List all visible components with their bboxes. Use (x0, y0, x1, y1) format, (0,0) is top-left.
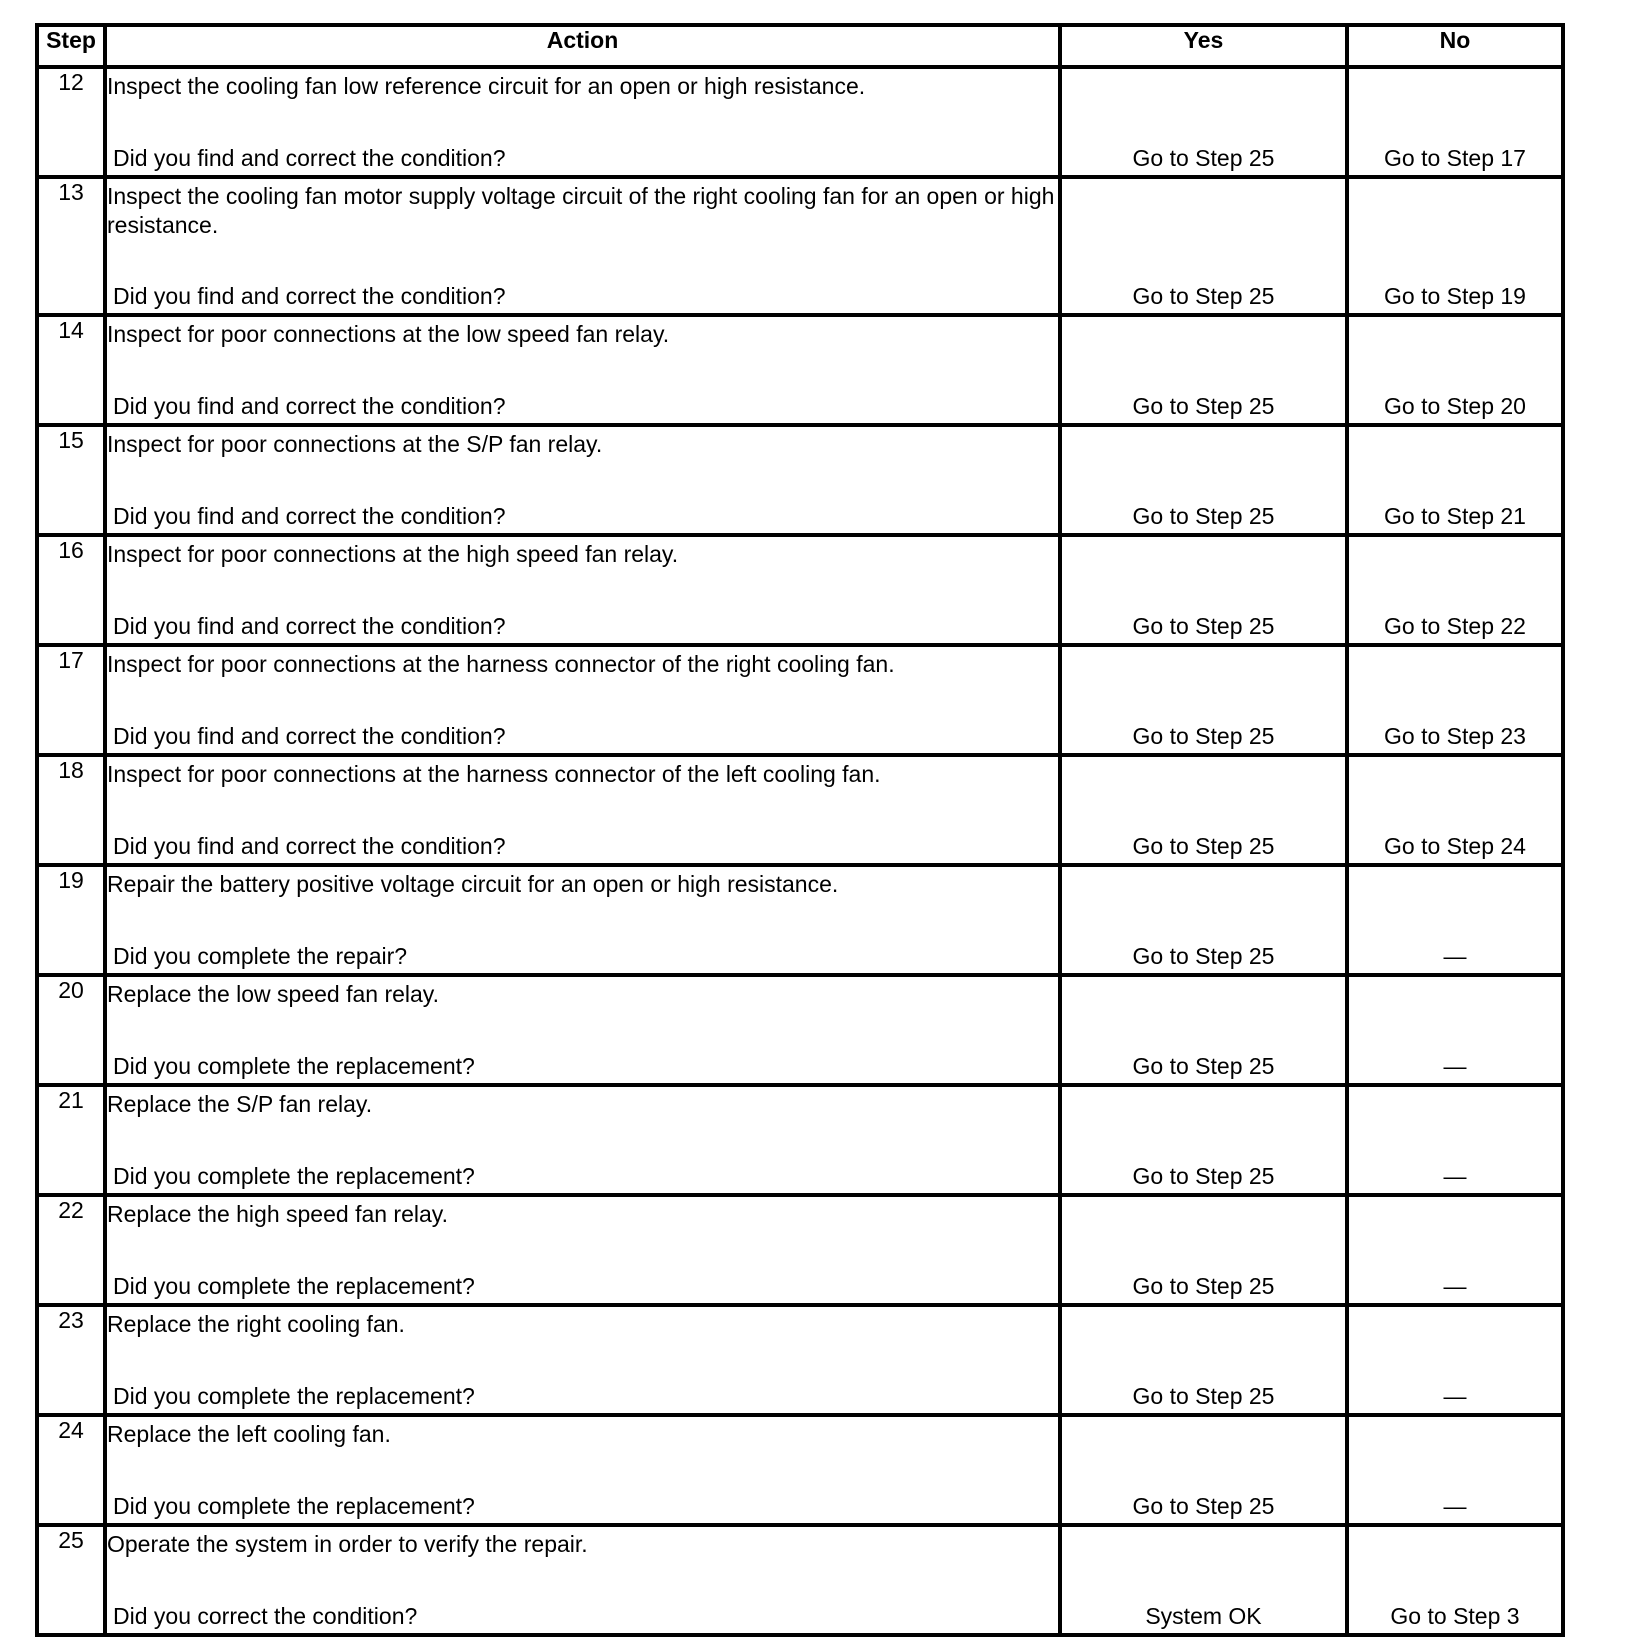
no-result: — (1443, 1053, 1467, 1079)
table-row (37, 177, 1563, 315)
no-result: Go to Step 20 (1384, 393, 1526, 419)
yes-result: Go to Step 25 (1132, 503, 1275, 529)
step-number: 23 (37, 1305, 105, 1415)
action-question: Did you complete the replacement? (113, 1493, 475, 1519)
yes-cell (1060, 1415, 1347, 1525)
yes-result: Go to Step 25 (1132, 943, 1275, 969)
yes-cell (1060, 1525, 1347, 1635)
action-instruction: Inspect for poor connections at the high speed fan relay. (107, 541, 679, 567)
action-instruction: Repair the battery positive voltage circuit for an open or high resistance. (107, 871, 839, 897)
yes-cell (1060, 535, 1347, 645)
no-cell (1347, 1195, 1563, 1305)
no-result: — (1443, 943, 1467, 969)
no-cell (1347, 425, 1563, 535)
no-cell (1347, 1085, 1563, 1195)
yes-result: Go to Step 25 (1132, 1383, 1275, 1409)
yes-cell (1060, 67, 1347, 177)
action-question: Did you complete the replacement? (113, 1383, 475, 1409)
yes-result: Go to Step 25 (1132, 283, 1275, 309)
table-row (37, 975, 1563, 1085)
step-number: 21 (37, 1085, 105, 1195)
action-instruction: Inspect for poor connections at the low speed fan relay. (107, 321, 670, 347)
no-result: — (1443, 1163, 1467, 1189)
table-row (37, 1525, 1563, 1635)
no-result: — (1443, 1273, 1467, 1299)
action-cell (105, 865, 1060, 975)
no-cell (1347, 865, 1563, 975)
yes-cell (1060, 425, 1347, 535)
action-cell (105, 1525, 1060, 1635)
yes-cell (1060, 177, 1347, 315)
no-cell (1347, 315, 1563, 425)
step-number: 15 (37, 425, 105, 535)
no-result: Go to Step 22 (1384, 613, 1526, 639)
table-row (37, 1415, 1563, 1525)
yes-result: System OK (1145, 1603, 1262, 1629)
action-cell (105, 1415, 1060, 1525)
step-number: 24 (37, 1415, 105, 1525)
action-cell (105, 1085, 1060, 1195)
no-result: — (1443, 1383, 1467, 1409)
action-instruction: Operate the system in order to verify the repair. (107, 1531, 588, 1557)
step-number: 14 (37, 315, 105, 425)
yes-cell (1060, 645, 1347, 755)
yes-result: Go to Step 25 (1132, 1273, 1275, 1299)
action-instruction: Inspect for poor connections at the harness connector of the right cooling fan. (107, 651, 895, 677)
yes-cell (1060, 975, 1347, 1085)
no-cell (1347, 1305, 1563, 1415)
yes-result: Go to Step 25 (1132, 1493, 1275, 1519)
no-result: — (1443, 1493, 1467, 1519)
table-row (37, 425, 1563, 535)
action-question: Did you complete the repair? (113, 943, 408, 969)
yes-cell (1060, 865, 1347, 975)
action-cell (105, 755, 1060, 865)
table-row (37, 755, 1563, 865)
action-instruction: Replace the low speed fan relay. (107, 981, 439, 1007)
action-instruction: Inspect for poor connections at the S/P fan relay. (107, 431, 603, 457)
no-cell (1347, 645, 1563, 755)
no-result: Go to Step 3 (1390, 1603, 1520, 1629)
step-number: 20 (37, 975, 105, 1085)
no-result: Go to Step 24 (1384, 833, 1526, 859)
action-instruction: Inspect the cooling fan low reference circuit for an open or high resistance. (107, 73, 866, 99)
action-question: Did you find and correct the condition? (113, 613, 506, 639)
yes-result: Go to Step 25 (1132, 833, 1275, 859)
table-row (37, 1195, 1563, 1305)
header-no: No (1347, 25, 1563, 67)
action-question: Did you find and correct the condition? (113, 723, 506, 749)
no-result: Go to Step 21 (1384, 503, 1526, 529)
yes-result: Go to Step 25 (1132, 613, 1275, 639)
table-row (37, 1305, 1563, 1415)
yes-cell (1060, 315, 1347, 425)
action-instruction: Inspect for poor connections at the harness connector of the left cooling fan. (107, 761, 881, 787)
action-instruction: Replace the right cooling fan. (107, 1311, 405, 1337)
header-step: Step (37, 25, 105, 67)
action-cell (105, 425, 1060, 535)
table-row (37, 315, 1563, 425)
action-cell (105, 975, 1060, 1085)
action-question: Did you find and correct the condition? (113, 145, 506, 171)
yes-result: Go to Step 25 (1132, 723, 1275, 749)
yes-cell (1060, 755, 1347, 865)
action-cell (105, 535, 1060, 645)
no-cell (1347, 1415, 1563, 1525)
action-question: Did you correct the condition? (113, 1603, 418, 1629)
yes-result: Go to Step 25 (1132, 145, 1275, 171)
table-row (37, 645, 1563, 755)
step-number: 22 (37, 1195, 105, 1305)
no-cell (1347, 755, 1563, 865)
action-cell (105, 315, 1060, 425)
step-number: 25 (37, 1525, 105, 1635)
table-row (37, 67, 1563, 177)
table-row (37, 535, 1563, 645)
header-action: Action (105, 25, 1060, 67)
no-result: Go to Step 19 (1384, 283, 1526, 309)
action-instruction: Inspect the cooling fan motor supply voltage circuit of the right cooling fan for an open or high resistance. (107, 183, 1055, 238)
action-question: Did you find and correct the condition? (113, 503, 506, 529)
step-number: 12 (37, 67, 105, 177)
action-cell (105, 177, 1060, 315)
table-row (37, 865, 1563, 975)
step-number: 16 (37, 535, 105, 645)
action-instruction: Replace the high speed fan relay. (107, 1201, 448, 1227)
action-question: Did you find and correct the condition? (113, 393, 506, 419)
action-instruction: Replace the left cooling fan. (107, 1421, 391, 1447)
no-result: Go to Step 23 (1384, 723, 1526, 749)
table-row (37, 1085, 1563, 1195)
yes-result: Go to Step 25 (1132, 1163, 1275, 1189)
yes-result: Go to Step 25 (1132, 393, 1275, 419)
no-cell (1347, 1525, 1563, 1635)
no-cell (1347, 67, 1563, 177)
diagnostic-steps-table (35, 23, 1565, 1637)
no-cell (1347, 975, 1563, 1085)
action-cell (105, 645, 1060, 755)
yes-cell (1060, 1305, 1347, 1415)
step-number: 18 (37, 755, 105, 865)
action-cell (105, 1195, 1060, 1305)
action-cell (105, 67, 1060, 177)
header-yes: Yes (1060, 25, 1347, 67)
yes-cell (1060, 1195, 1347, 1305)
action-instruction: Replace the S/P fan relay. (107, 1091, 373, 1117)
no-cell (1347, 177, 1563, 315)
action-question: Did you find and correct the condition? (113, 833, 506, 859)
step-number: 19 (37, 865, 105, 975)
action-cell (105, 1305, 1060, 1415)
table-header-row (37, 25, 1563, 67)
action-question: Did you complete the replacement? (113, 1053, 475, 1079)
no-result: Go to Step 17 (1384, 145, 1526, 171)
action-question: Did you complete the replacement? (113, 1163, 475, 1189)
action-question: Did you complete the replacement? (113, 1273, 475, 1299)
yes-result: Go to Step 25 (1132, 1053, 1275, 1079)
action-question: Did you find and correct the condition? (113, 283, 506, 309)
step-number: 17 (37, 645, 105, 755)
yes-cell (1060, 1085, 1347, 1195)
step-number: 13 (37, 177, 105, 315)
no-cell (1347, 535, 1563, 645)
